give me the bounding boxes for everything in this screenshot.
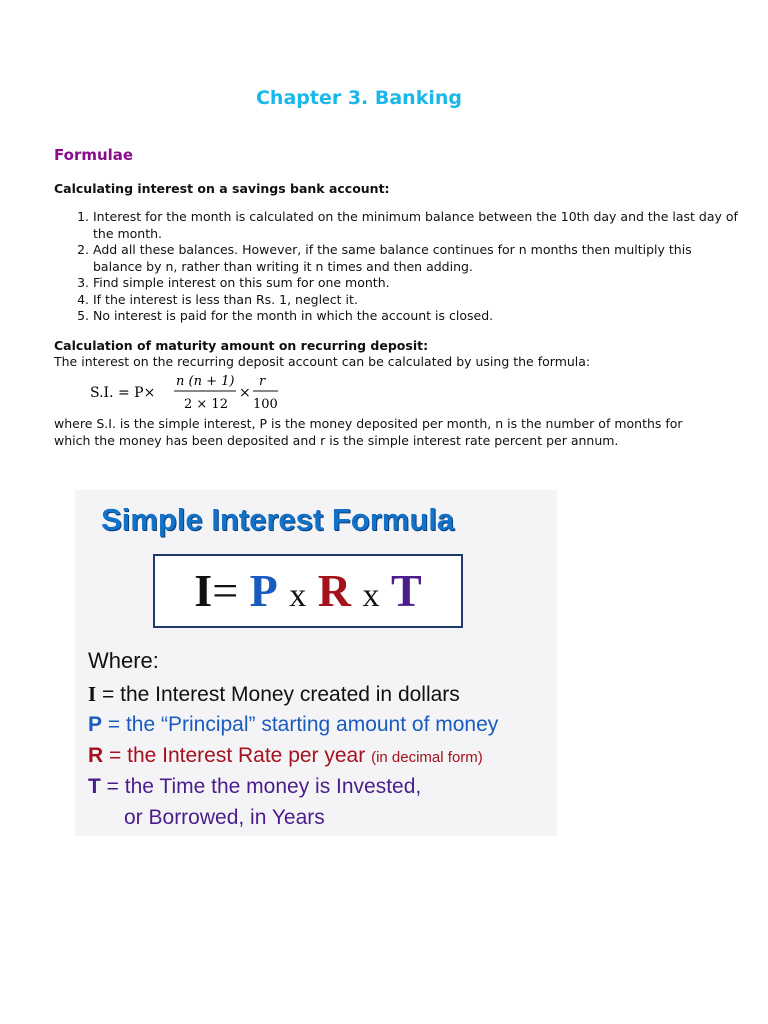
si-note-r: (in decimal form) [371, 749, 483, 766]
si-image-title: Simple Interest Formula [101, 502, 455, 537]
formula-x-1: x [289, 577, 307, 614]
formula-i: I [194, 565, 213, 616]
list-item: 4. If the interest is less than Rs. 1, neglect it. [93, 292, 743, 309]
formula-numerator-2: r [259, 374, 266, 389]
si-text-t: = the Time the money is Invested, [100, 775, 422, 798]
si-letter-i: I [88, 682, 97, 706]
formula-explanation: where S.I. is the simple interest, P is the money deposited per month, n is the number of months for which the money has been deposited and r is the simple interest rate percent per annum. [54, 416, 683, 448]
si-letter-r: R [88, 744, 104, 767]
formula-denominator-2: 100 [253, 397, 278, 412]
si-text-i: = the Interest Money created in dollars [96, 683, 460, 706]
si-where-label: Where: [88, 648, 159, 673]
si-letter-p: P [88, 713, 103, 736]
recurring-intro: The interest on the recurring deposit account can be calculated by using the formula: [54, 354, 591, 369]
recurring-deposit-formula [88, 370, 288, 414]
si-text-p: = the “Principal” starting amount of money [102, 713, 499, 736]
si-line-r [88, 744, 483, 768]
formula-equals: = [212, 565, 239, 616]
recurring-heading: Calculation of maturity amount on recurring deposit: [54, 338, 429, 353]
formula-p: P [249, 565, 278, 616]
si-letter-t: T [88, 775, 101, 798]
list-item: 3. Find simple interest on this sum for one month. [93, 275, 743, 292]
si-formula-box [153, 554, 463, 628]
si-line-i [88, 682, 460, 707]
si-line-t-continuation: or Borrowed, in Years [124, 806, 325, 829]
simple-interest-image [75, 490, 557, 836]
formula-t: T [391, 565, 422, 616]
si-line-t [88, 775, 421, 799]
formula-lhs: S.I. = P× [90, 385, 156, 401]
list-item: 1. Interest for the month is calculated on the minimum balance between the 10th day and the last day of the month. [93, 209, 743, 242]
formula-r: R [317, 565, 351, 616]
savings-heading: Calculating interest on a savings bank account: [54, 181, 390, 196]
list-item: 2. Add all these balances. However, if the same balance continues for n months then multiply this balance by n, rather than writing it n times and then adding. [93, 242, 743, 275]
list-item: 5. No interest is paid for the month in which the account is closed. [93, 308, 743, 325]
savings-steps-list [54, 209, 743, 325]
si-text-r: = the Interest Rate per year [103, 744, 372, 767]
si-line-p [88, 713, 498, 737]
formula-numerator-1: n (n + 1) [176, 374, 235, 389]
formula-x-2: x [362, 577, 380, 614]
section-heading: Formulae [54, 146, 134, 164]
formula-times: × [239, 385, 251, 401]
formula-denominator-1: 2 × 12 [184, 397, 228, 412]
chapter-title: Chapter 3. Banking [255, 87, 462, 109]
